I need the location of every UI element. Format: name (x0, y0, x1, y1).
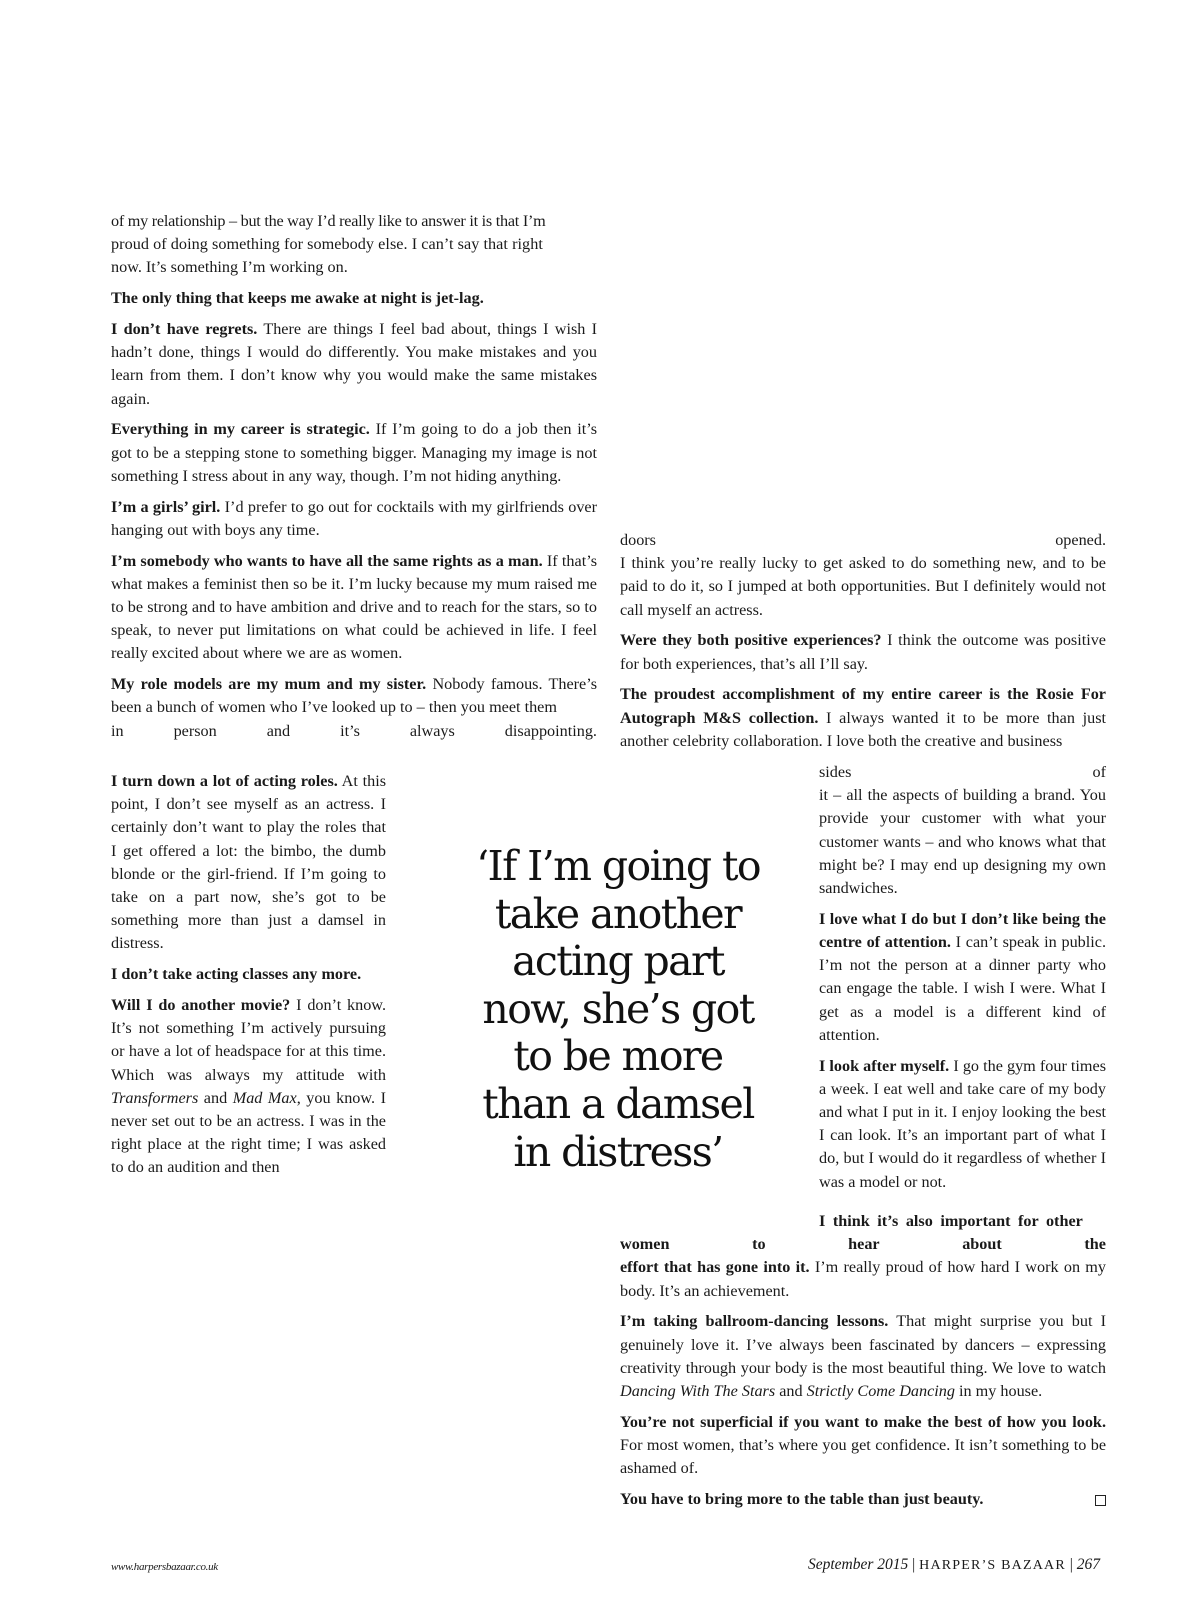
pull-quote: ‘If I’m going to take another acting part now, she’s got to be more than a damsel in distress’ (476, 842, 760, 1176)
issue-date: September 2015 (807, 1556, 909, 1573)
left-narrow-column (111, 770, 386, 1187)
paragraph-strategic: Everything in my career is strategic. If I’m going to do a job then it’s got to be a stepping stone to something bigger. Managing my image is not something I stress about in any way, though. I’m not hiding anything. (111, 420, 598, 485)
right-narrow-column (819, 761, 1106, 1201)
paragraph-superficial: You’re not superficial if you want to make the best of how you look. For most women, that’s where you get confidence. It isn’t something to be ashamed of. (620, 1412, 1106, 1478)
paragraph-proudest-accomplishment: The proudest accomplishment of my entire career is the Rosie For Autograph M&S collection. I always wanted it to be more than just another celebrity collaboration. I love both the creative and business (620, 685, 1107, 750)
paragraph-acting-classes: I don’t take acting classes any more. (111, 965, 362, 984)
footer-folio (808, 1556, 1100, 1574)
paragraph-relationship: of my relationship – but the way I’d really like to answer it is that I’m proud of doing something for somebody else. I can’t say that right now. It’s something I’m working on. (111, 212, 546, 277)
paragraph-look-after-myself: I look after myself. I go the gym four times a week. I eat well and take care of my body and what I put in it. I enjoy looking the best I can look. It’s an important part of what I do, but I would do it regardless of whether I was a model or not. (819, 1056, 1106, 1191)
paragraph-another-movie: Will I do another movie? I don’t know. It’s not something I’m actively pursuing or have a lot of headspace for at this time. Which was always my attitude with Transformers and Mad Max, you know. I never set out to be an actress. I was in the right place at the right time; I was asked to do an audition and then (111, 996, 387, 1177)
paragraph-positive-experiences: Were they both positive experiences? I think the outcome was positive for both experiences, that’s all I’ll say. (620, 631, 1106, 673)
magazine-name: HARPER’S BAZAAR (919, 1558, 1066, 1573)
paragraph-regrets: I don’t have regrets. There are things I feel bad about, things I wish I hadn’t done, things I would do differently. You make mistakes and you learn from them. I don’t know why you would make the same mistakes again. (111, 320, 597, 408)
paragraph-jet-lag: The only thing that keeps me awake at night is jet-lag. (111, 289, 484, 308)
paragraph-feminist: I’m somebody who wants to have all the same rights as a man. If that’s what makes a feminist then so be it. I’m lucky because my mum raised me to be strong and to have ambition and drive and to reach for the stars, so to speak, to never put limitations on what could be achieved in life. I feel really excited about where we are as women. (111, 551, 597, 663)
paragraph-doors-opened: doors opened. I think you’re really lucky to get asked to do something new, and to be paid to do it, so I jumped at both opportunities. But I definitely would not call myself an actress. (620, 531, 1106, 619)
separator: | (1069, 1556, 1073, 1573)
justified-last-line: in person and it’s always disappointing. (111, 721, 597, 740)
paragraph-girls-girl: I’m a girls’ girl. I’d prefer to go out for cocktails with my girlfriends over hanging out with boys any time. (111, 497, 597, 539)
paragraph-brand-continued: sides of it – all the aspects of building a brand. You provide your customer with what your customer wants – and who knows what that might be? I may end up designing my own sandwiches. (819, 763, 1106, 898)
left-column (111, 210, 597, 743)
separator: | (912, 1556, 916, 1573)
paragraph-role-models: My role models are my mum and my sister. Nobody famous. There’s been a bunch of women who I’ve looked up to – then you meet them in person and it’s always disappointing. (111, 673, 597, 743)
page-number: 267 (1076, 1556, 1100, 1573)
paragraph-effort: I think it’s also important for other women to hear about the effort that has gone into it. I’m really proud of how hard I work on my body. It’s an achievement. (620, 1212, 1106, 1300)
footer-website-url: www.harpersbazaar.co.uk (111, 1561, 218, 1573)
paragraph-centre-of-attention: I love what I do but I don’t like being the centre of attention. I can’t speak in public. I’m not the person at a dinner party who can engage the table. I wish I were. What I get as a model is a different kind of attention. (819, 909, 1107, 1044)
right-column (620, 529, 1106, 753)
right-bottom-column (620, 1210, 1106, 1519)
paragraph-beauty: You have to bring more to the table than just beauty. (620, 1488, 1106, 1511)
end-square-icon (1095, 1495, 1106, 1506)
paragraph-ballroom-dancing: I’m taking ballroom-dancing lessons. That might surprise you but I genuinely love it. I’ve always been fascinated by dancers – expressing creativity through your body is the most beautiful thing. We love to watch Dancing With The Stars and Strictly Come Dancing in my house. (620, 1312, 1106, 1401)
paragraph-acting-roles: I turn down a lot of acting roles. At this point, I don’t see myself as an actress. I certainly don’t want to play the roles that I get offered a lot: the bimbo, the dumb blonde or the girl-friend. If I’m going to take on a part now, she’s got to be something more than just a damsel in distress. (111, 772, 386, 953)
